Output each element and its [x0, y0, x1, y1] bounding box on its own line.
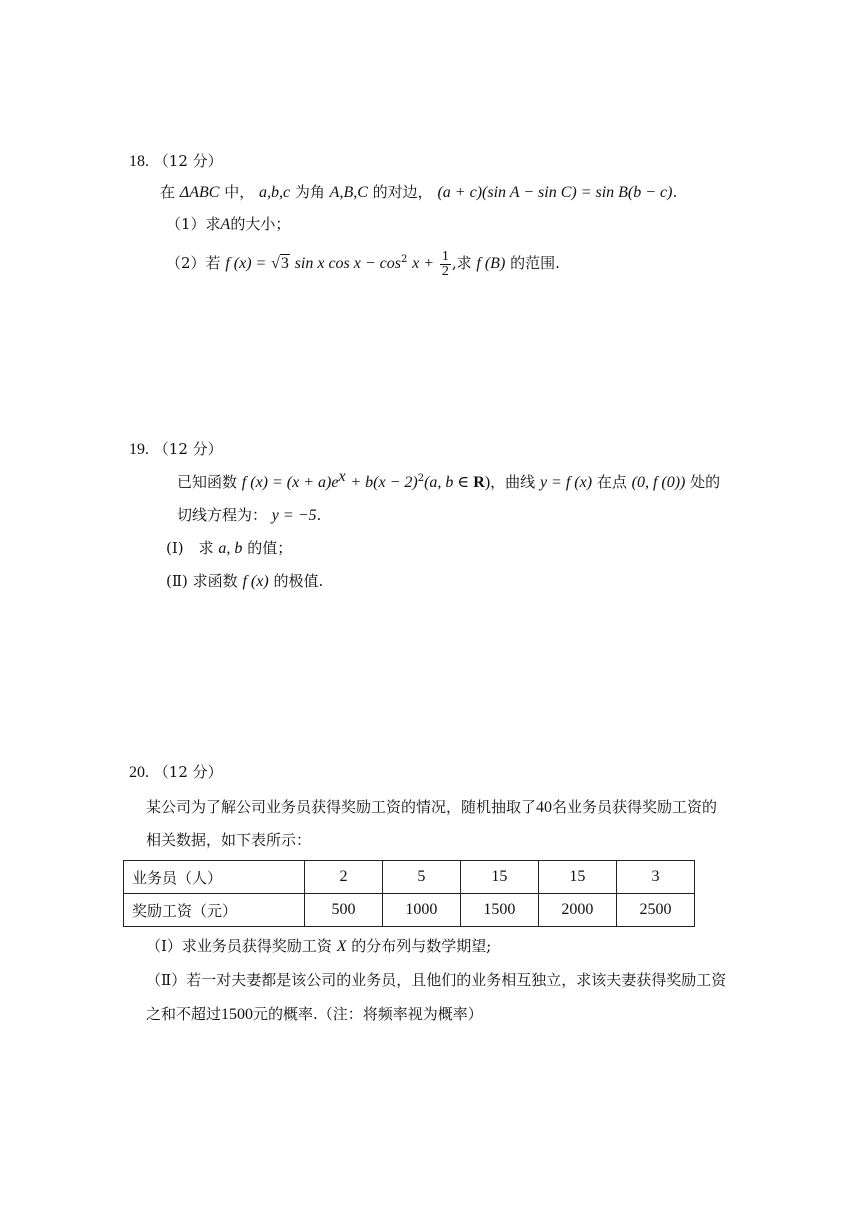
q20-text: 名业务员获得奖励工资的	[552, 798, 718, 816]
q19-text: 在点	[596, 473, 627, 491]
q18-part2-text: ,求	[451, 254, 472, 272]
q19-sup: 2	[417, 473, 425, 484]
q20-score: （12 分）	[153, 763, 223, 781]
q18-angles: A,B,C	[329, 184, 368, 201]
q19-text: 切线方程为：	[177, 506, 268, 524]
table-row	[124, 861, 695, 894]
q20-intro-line1	[146, 797, 717, 818]
q19-text: 处的	[690, 473, 721, 491]
fraction	[440, 250, 451, 279]
table-cell: 500	[305, 894, 383, 927]
q20-part2-text: 之和不超过	[146, 1005, 222, 1023]
q20-part1-text: 的分布列与数学期望;	[351, 937, 492, 955]
q20-text: 某公司为了解公司业务员获得奖励工资的情况，随机抽取了	[146, 798, 537, 816]
q18-part2-func: x +	[412, 255, 435, 272]
table-cell: 15	[460, 861, 538, 894]
q18-sides: a,b,c	[258, 184, 291, 201]
salary-table	[123, 860, 695, 927]
q20-part2-line2	[146, 1004, 483, 1025]
q19-func: f (x) = (x + a)e	[241, 474, 339, 491]
fraction-numerator: 1	[441, 248, 449, 264]
q19-part1-text: (Ⅰ) 求	[166, 539, 214, 557]
table-row-header: 业务员（人）	[124, 861, 305, 894]
table-cell: 5	[382, 861, 460, 894]
q18-equation: (a + c)(sin A − sin C) = sin B(b − c)	[437, 184, 673, 201]
q19-tangent-eq: y = −5	[271, 507, 317, 524]
q19-func: (a, b ∈	[424, 474, 474, 491]
q20-header	[129, 762, 223, 783]
table-cell: 2	[305, 861, 383, 894]
q20-part1-var: X	[336, 938, 347, 955]
q19-part1-text: 的值；	[247, 539, 293, 557]
q20-number: 20.	[129, 764, 149, 781]
q18-intro	[160, 182, 677, 203]
table-cell: 1000	[382, 894, 460, 927]
q19-func: + b(x − 2)	[350, 474, 418, 491]
q18-text: 中，	[224, 183, 255, 201]
q18-part2-text: （2）若	[166, 254, 221, 272]
q20-count: 40	[536, 799, 553, 816]
fraction-denominator: 2	[441, 263, 449, 279]
q18-part2-func: f (x) =	[225, 255, 267, 272]
q18-number: 18.	[129, 153, 149, 170]
table-row-header: 奖励工资（元）	[124, 894, 305, 927]
q19-part2-func: f (x)	[242, 573, 269, 590]
q19-part1	[166, 538, 292, 559]
sqrt-radicand: 3	[280, 255, 289, 272]
q19-number: 19.	[129, 441, 149, 458]
q18-part2-text: 的范围.	[510, 254, 560, 272]
q20-part1-text: （Ⅰ）求业务员获得奖励工资	[146, 937, 332, 955]
q18-header	[129, 151, 223, 172]
q19-real-set: R	[473, 474, 485, 491]
table-cell: 2000	[538, 894, 616, 927]
q20-part2-text: 元的概率.（注：将频率视为概率）	[253, 1005, 483, 1023]
q18-text: .	[672, 183, 678, 201]
q20-intro-line2	[146, 830, 311, 850]
q20-part2-text: （Ⅱ）若一对夫妻都是该公司的业务员，且他们的业务相互独立，求该夫妻获得奖励工资	[146, 971, 727, 989]
q20-part1	[146, 936, 491, 957]
q19-part2	[166, 571, 323, 592]
q18-part2-func: sin x cos x − cos	[294, 255, 401, 272]
q19-func: )	[484, 474, 491, 491]
q18-text: 的对边，	[372, 183, 433, 201]
q19-text: 已知函数	[177, 473, 238, 491]
q18-part1-text: 的大小；	[230, 215, 291, 233]
table-cell: 1500	[460, 894, 538, 927]
q19-intro	[177, 468, 721, 493]
q18-part2	[166, 248, 560, 279]
q19-part2-text: 的极值.	[273, 572, 324, 590]
q20-text: 相关数据，如下表所示：	[146, 831, 312, 849]
q19-text: ，曲线	[490, 473, 536, 491]
q19-sup: x	[338, 468, 346, 485]
q18-triangle: ΔABC	[179, 184, 220, 201]
table-row	[124, 894, 695, 927]
q19-point: (0, f (0))	[631, 474, 686, 491]
q19-header	[129, 439, 223, 460]
table-cell: 15	[538, 861, 616, 894]
sqrt-symbol: √3	[271, 255, 289, 272]
q19-line2	[177, 505, 321, 526]
q18-text: 为角	[294, 183, 325, 201]
table-cell: 2500	[616, 894, 694, 927]
q19-curve: y = f (x)	[539, 474, 593, 491]
q18-part1-var: A	[220, 216, 231, 233]
q19-score: （12 分）	[153, 440, 223, 458]
q19-text: .	[316, 506, 322, 524]
q19-part2-text: (Ⅱ) 求函数	[166, 572, 238, 590]
q18-text: 在	[160, 183, 176, 201]
q20-part2-line1	[146, 970, 726, 990]
q18-part1-text: （1）求	[166, 215, 221, 233]
q19-part1-var: a, b	[218, 540, 243, 557]
q20-amount: 1500	[221, 1006, 254, 1023]
q18-score: （12 分）	[153, 152, 223, 170]
q18-part2-fb: f (B)	[476, 255, 506, 272]
table-cell: 3	[616, 861, 694, 894]
q18-part1	[166, 214, 290, 235]
q18-part2-sup: 2	[401, 254, 408, 265]
